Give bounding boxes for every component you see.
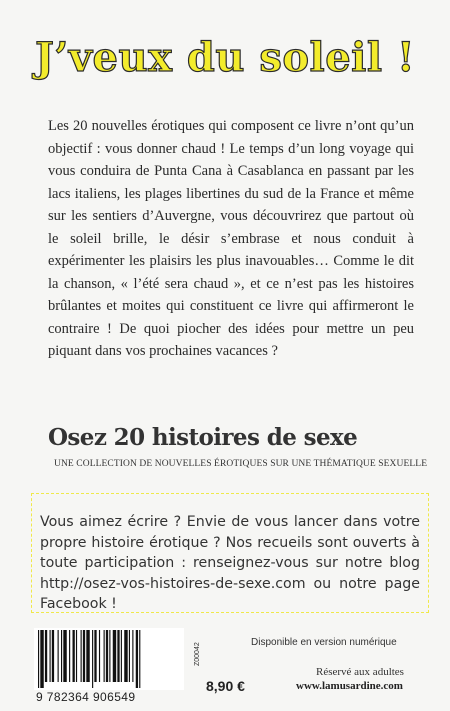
barcode-bar xyxy=(86,630,89,682)
barcode-bar xyxy=(109,630,110,682)
book-title: J’veux du soleil ! xyxy=(34,34,416,81)
barcode-bar xyxy=(92,630,93,688)
barcode-bar xyxy=(94,630,96,682)
barcode-bar xyxy=(69,630,70,682)
series-subtitle: UNE COLLECTION DE NOUVELLES ÉROTIQUES SUR UNE THÉMATIQUE SEXUELLE xyxy=(54,459,428,469)
adults-only-notice: Réservé aux adultes xyxy=(316,666,404,678)
isbn-number: 9 782364 906549 xyxy=(36,690,136,704)
barcode-bar xyxy=(124,630,127,682)
barcode-bar xyxy=(81,630,82,682)
barcode-bar xyxy=(52,630,54,682)
back-cover-blurb: Les 20 nouvelles érotiques qui composent ce livre n’ont qu’un objectif : vous donner chaud ! Le temps d’un long voyage qui vous conduira de Punta Cana à Casablanca en passant par les lacs italiens, les plages libertines du sud de la France et même sur les sentiers d’Auvergne, vous découvrirez que partout où le soleil brille, le désir s’embrase et nous conduit à expérimenter les plaisirs les plus inavouables… Comme le dit la chanson, « l’été sera chaud », et ce n’est pas les histoires brûlantes et moites qui constituent ce livre qui affirmeront le contraire ! De quoi piocher des idées pour mettre un peu piquant dans vos prochaines vacances ? xyxy=(48,118,414,359)
barcode-bar xyxy=(83,630,85,682)
product-code: Z00042 xyxy=(194,642,201,666)
barcode-bar xyxy=(38,630,39,688)
barcode-bar xyxy=(45,630,47,682)
barcode-bar xyxy=(132,630,133,682)
barcode-bar xyxy=(129,630,130,682)
barcode-bar xyxy=(106,630,108,682)
barcode-bar xyxy=(61,630,62,682)
barcode-bar xyxy=(136,630,138,688)
barcode-bar xyxy=(58,630,59,682)
barcode-bar xyxy=(113,630,116,682)
barcode-bar xyxy=(104,630,105,682)
barcode-bar xyxy=(139,630,140,688)
barcode-bar xyxy=(121,630,122,682)
barcode-bar xyxy=(99,630,100,682)
digital-availability: Disponible en version numérique xyxy=(251,637,397,648)
series-title: Osez 20 histoires de sexe xyxy=(48,424,358,451)
barcode-bar xyxy=(50,630,51,682)
callout-text: Vous aimez écrire ? Envie de vous lancer dans votre propre histoire érotique ? Nos recueils sont ouverts à toute participation : renseignez-vous sur notre blog http://osez-vos-histoires-de-sexe.com ou notre page Facebook ! xyxy=(40,514,420,612)
barcode-bar xyxy=(40,630,43,688)
price: 8,90 € xyxy=(206,678,245,694)
barcode-bar xyxy=(73,630,75,682)
barcode-bar xyxy=(63,630,66,682)
barcode-bar xyxy=(76,630,77,682)
barcode xyxy=(34,628,184,690)
publisher-website: www.lamusardine.com xyxy=(296,680,403,692)
barcode-bar xyxy=(117,630,119,682)
barcode-bars xyxy=(34,628,184,690)
